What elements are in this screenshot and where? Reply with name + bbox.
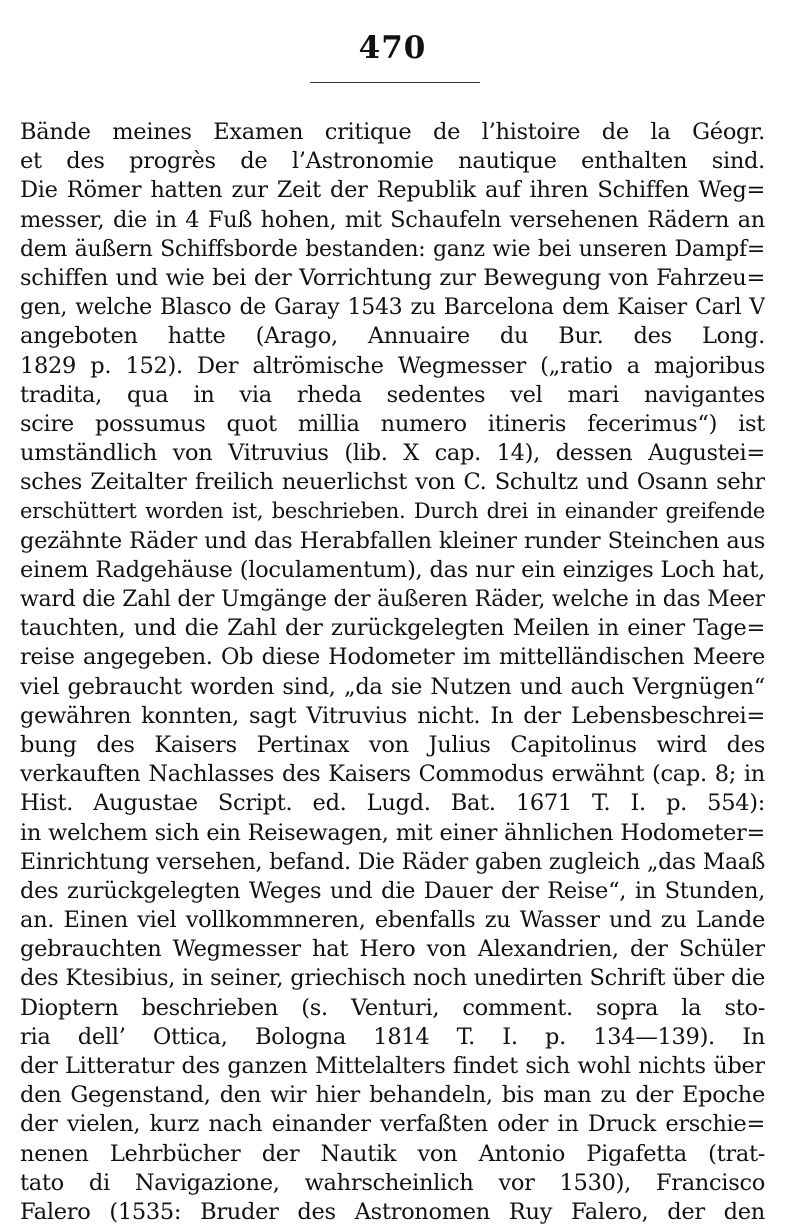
page-number: 470 (358, 30, 427, 66)
text-line: in welchem sich ein Reisewagen, mit einer ähnlichen Hodometer= (20, 819, 765, 846)
text-line: erschüttert worden ist, beschrieben. Durch drei in einander greifende (20, 499, 765, 524)
text-line: et des progrès de l’Astronomie nautique enthalten sind. (20, 148, 765, 175)
text-line: verkauften Nachlasses des Kaisers Commodus erwähnt (cap. 8; in (20, 761, 765, 788)
text-line: viel gebraucht worden sind, „da sie Nutzen und auch Vergnügen“ (20, 673, 765, 700)
text-line: Die Römer hatten zur Zeit der Republik auf ihren Schiffen Weg= (20, 177, 765, 204)
text-line: gebrauchten Wegmesser hat Hero von Alexandrien, der Schüler (20, 936, 765, 963)
text-line: nenen Lehrbücher der Nautik von Antonio Pigafetta (trat- (20, 1140, 765, 1167)
text-line: tato di Navigazione, wahrscheinlich vor 1530), Francisco (20, 1169, 765, 1196)
text-line: angeboten hatte (Arago, Annuaire du Bur. des Long. (20, 323, 765, 350)
text-line: gezähnte Räder und das Herabfallen kleiner runder Steinchen aus (20, 527, 765, 554)
text-line: Hist. Augustae Script. ed. Lugd. Bat. 1671 T. I. p. 554): (20, 790, 765, 817)
text-line: dem äußern Schiffsborde bestanden: ganz wie bei unseren Dampf= (20, 236, 765, 262)
text-line: Bände meines Examen critique de l’histoire de la Géogr. (20, 119, 765, 145)
text-line: scire possumus quot millia numero itineris fecerimus“) ist (20, 410, 765, 437)
text-line: tradita, qua in via rheda sedentes vel mari navigantes (20, 381, 765, 408)
text-line: der vielen, kurz nach einander verfaßten oder in Druck erschie= (20, 1111, 765, 1138)
text-line: ward die Zahl der Umgänge der äußeren Räder, welche in das Meer (20, 587, 765, 612)
text-line: bung des Kaisers Pertinax von Julius Capitolinus wird des (20, 731, 765, 758)
text-line: ria dell’ Ottica, Bologna 1814 T. I. p. 134—139). In (20, 1023, 765, 1050)
text-line: schiffen und wie bei der Vorrichtung zur Bewegung von Fahrzeu= (20, 264, 765, 291)
text-line: Dioptern beschrieben (s. Venturi, comment. sopra la sto- (20, 994, 765, 1021)
text-line: sches Zeitalter freilich neuerlichst von C. Schultz und Osann sehr (20, 469, 765, 496)
text-line: umständlich von Vitruvius (lib. X cap. 14), dessen Augustei= (20, 440, 765, 467)
text-line: den Gegenstand, den wir hier behandeln, bis man zu der Epoche (20, 1082, 765, 1109)
text-line: reise angegeben. Ob diese Hodometer im mittelländischen Meere (20, 644, 765, 671)
body-text (20, 118, 765, 1227)
text-line: einem Radgehäuse (loculamentum), das nur ein einziges Loch hat, (20, 556, 765, 583)
text-line: an. Einen viel vollkommneren, ebenfalls zu Wasser und zu Lande (20, 907, 765, 934)
text-line: des zurückgelegten Weges und die Dauer der Reise“, in Stunden, (20, 877, 765, 904)
text-line: Einrichtung versehen, befand. Die Räder gaben zugleich „das Maaß (20, 849, 765, 875)
text-line: 1829 p. 152). Der altrömische Wegmesser („ratio a majoribus (20, 352, 765, 379)
text-line: der Litteratur des ganzen Mittelalters findet sich wohl nichts über (20, 1053, 765, 1079)
text-line: tauchten, und die Zahl der zurückgelegten Meilen in einer Tage= (20, 615, 765, 642)
header-rule (310, 82, 480, 83)
text-line: gewähren konnten, sagt Vitruvius nicht. In der Lebensbeschrei= (20, 702, 765, 729)
text-line: Falero (1535: Bruder des Astronomen Ruy Falero, der den (20, 1198, 765, 1225)
text-line: gen, welche Blasco de Garay 1543 zu Barcelona dem Kaiser Carl V (20, 295, 765, 321)
text-line: des Ktesibius, in seiner, griechisch noch unedirten Schrift über die (20, 965, 765, 992)
text-line: messer, die in 4 Fuß hohen, mit Schaufeln versehenen Rädern an (20, 206, 765, 233)
